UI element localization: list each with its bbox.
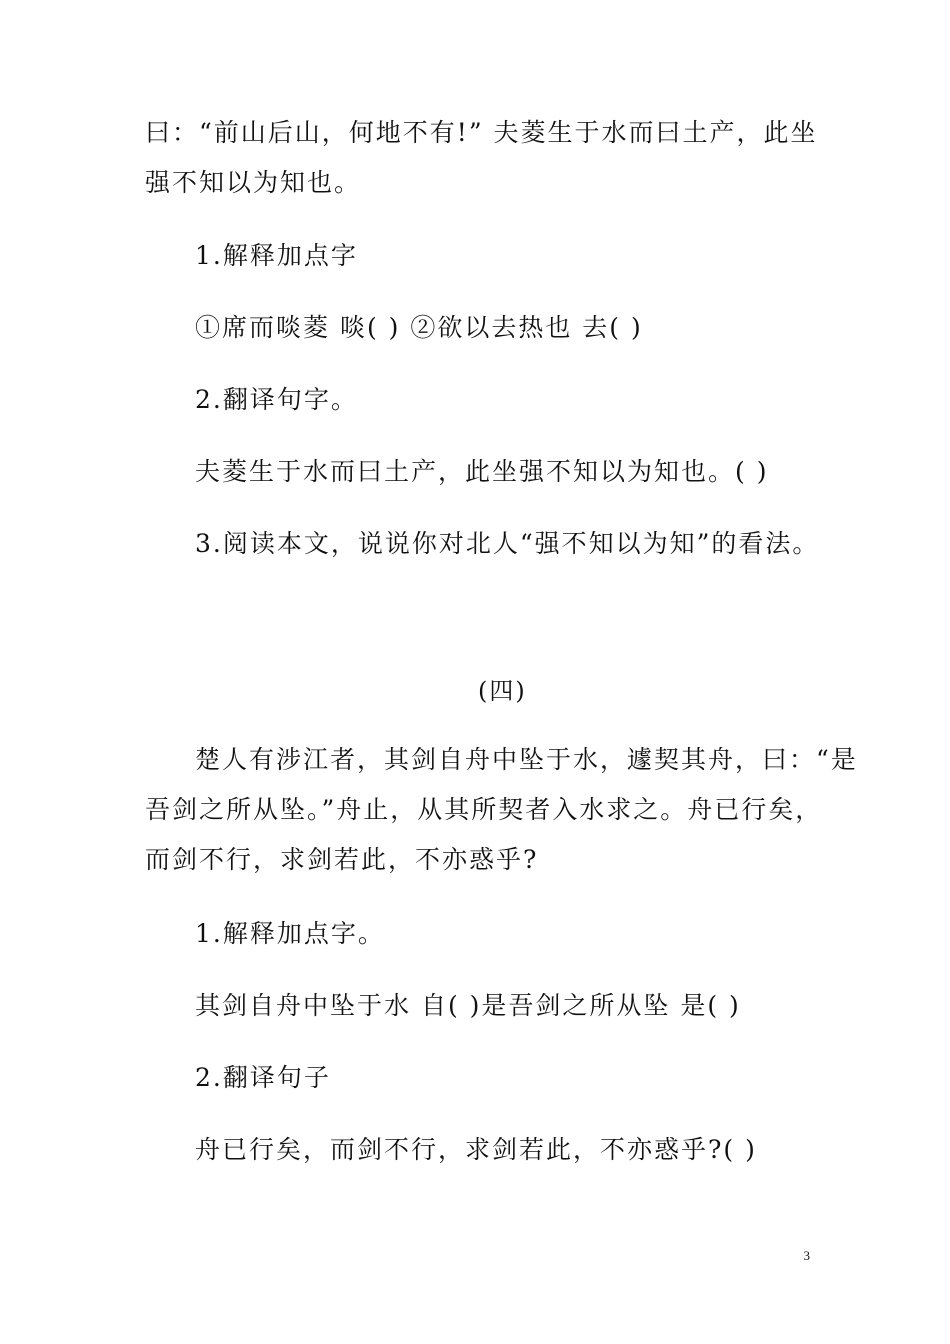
passage-line: 吾剑之所从坠。”舟止，从其所契者入水求之。舟已行矣， [145, 795, 823, 824]
question-title: 1.解释加点字。 [195, 919, 385, 948]
question-items: ①席而啖菱 啖( ) ②欲以去热也 去( ) [195, 313, 643, 342]
passage-line: 强不知以为知也。 [145, 168, 362, 197]
question-items: 其剑自舟中坠于水 自( )是吾剑之所从坠 是( ) [195, 991, 741, 1020]
question-title: 2.翻译句字。 [195, 385, 358, 414]
question-title: 3.阅读本文，说说你对北人“强不知以为知”的看法。 [195, 529, 820, 558]
question-title: 1.解释加点字 [195, 241, 358, 270]
question-sentence: 舟已行矣，而剑不行，求剑若此，不亦惑乎?( ) [195, 1135, 757, 1164]
page-number: 3 [803, 1248, 810, 1263]
question-title: 2.翻译句子 [195, 1063, 331, 1092]
passage-line: 曰：“前山后山，何地不有!” 夫菱生于水而曰土产，此坐 [145, 118, 818, 147]
passage-line: 楚人有涉江者，其剑自舟中坠于水，遽契其舟，曰：“是 [195, 745, 858, 774]
section-heading: (四) [478, 677, 527, 705]
passage-line: 而剑不行，求剑若此，不亦惑乎? [145, 845, 539, 874]
question-sentence: 夫菱生于水而曰土产，此坐强不知以为知也。( ) [195, 457, 769, 486]
